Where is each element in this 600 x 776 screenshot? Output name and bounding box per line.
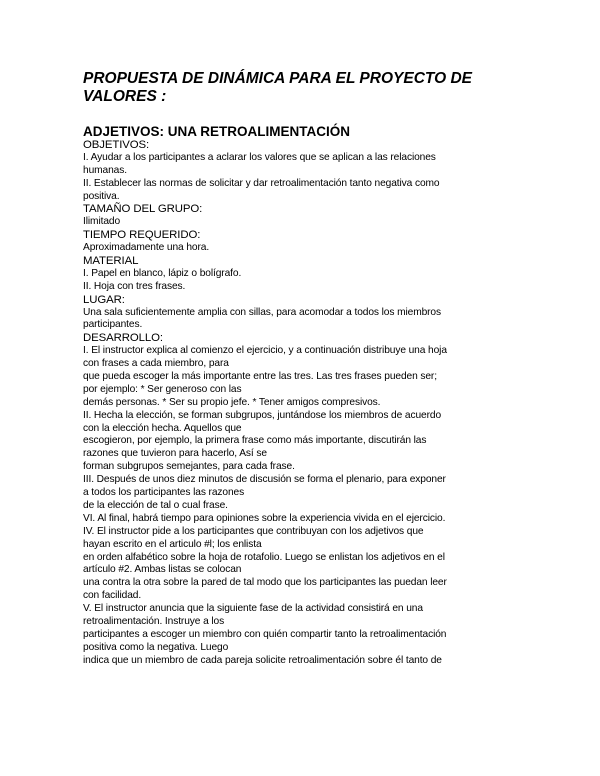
section-label: TAMAÑO DEL GRUPO: bbox=[83, 203, 203, 216]
section-label: TIEMPO REQUERIDO: bbox=[83, 229, 201, 242]
body-text-line: Aproximadamente una hora. bbox=[83, 242, 210, 254]
body-text-line: II. Hecha la elección, se forman subgrupos, juntándose los miembros de acuerdo bbox=[83, 409, 442, 421]
body-text-line: en orden alfabético sobre la hoja de rotafolio. Luego se enlistan los adjetivos en el bbox=[83, 551, 445, 563]
body-text-line: participantes. bbox=[83, 319, 143, 331]
document-body bbox=[83, 139, 523, 668]
body-text-line: demás personas. * Ser su propio jefe. * Tener amigos compresivos. bbox=[83, 396, 381, 408]
body-text-line: VI. Al final, habrá tiempo para opiniones sobre la experiencia vivida en el ejercicio. bbox=[83, 512, 446, 524]
body-text-line: IV. El instructor pide a los participantes que contribuyan con los adjetivos que bbox=[83, 525, 424, 537]
body-text-line: con la elección hecha. Aquellos que bbox=[83, 422, 242, 434]
body-text-line: una contra la otra sobre la pared de tal modo que los participantes las puedan leer bbox=[83, 577, 447, 589]
body-text-line: indica que un miembro de cada pareja solicite retroalimentación sobre él tanto de bbox=[83, 654, 442, 666]
body-text-line: retroalimentación. Instruye a los bbox=[83, 615, 225, 627]
body-text-line: con facilidad. bbox=[83, 590, 142, 602]
body-text-line: positiva como la negativa. Luego bbox=[83, 641, 229, 653]
body-text-line: que pueda escoger la más importante entre las tres. Las tres frases pueden ser; bbox=[83, 371, 437, 383]
body-text-line: escogieron, por ejemplo, la primera frase como más importante, discutirán las bbox=[83, 435, 427, 447]
body-text-line: forman subgrupos semejantes, para cada frase. bbox=[83, 461, 295, 473]
body-text-line: V. El instructor anuncia que la siguiente fase de la actividad consistirá en una bbox=[83, 603, 423, 615]
body-text-line: II. Hoja con tres frases. bbox=[83, 280, 186, 292]
body-text-line: I. El instructor explica al comienzo el ejercicio, y a continuación distribuye una hoja bbox=[83, 345, 447, 357]
body-text-line: Ilimitado bbox=[83, 216, 121, 228]
body-text-line: por ejemplo: * Ser generoso con las bbox=[83, 383, 242, 395]
body-text-line: artículo #2. Ambas listas se colocan bbox=[83, 564, 242, 576]
body-text-line: con frases a cada miembro, para bbox=[83, 358, 229, 370]
document-title-line-1: PROPUESTA DE DINÁMICA PARA EL PROYECTO DE bbox=[83, 70, 472, 87]
body-text-line: a todos los participantes las razones bbox=[83, 487, 245, 499]
body-text-line: positiva. bbox=[83, 190, 120, 202]
body-text-line: razones que tuvieron para hacerlo, Así se bbox=[83, 448, 267, 460]
body-text-line: I. Ayudar a los participantes a aclarar los valores que se aplican a las relaciones bbox=[83, 151, 436, 163]
section-label: DESARROLLO: bbox=[83, 332, 163, 345]
document-title-line-2: VALORES : bbox=[83, 88, 167, 105]
body-text-line: de la elección de tal o cual frase. bbox=[83, 499, 228, 511]
body-text-line: Una sala suficientemente amplia con sillas, para acomodar a todos los miembros bbox=[83, 306, 441, 318]
body-text-line: I. Papel en blanco, lápiz o bolígrafo. bbox=[83, 267, 242, 279]
body-text-line: participantes a escoger un miembro con quién compartir tanto la retroalimentación bbox=[83, 628, 447, 640]
body-text-line: II. Establecer las normas de solicitar y dar retroalimentación tanto negativa como bbox=[83, 177, 440, 189]
section-heading: ADJETIVOS: UNA RETROALIMENTACIÓN bbox=[83, 124, 351, 139]
section-label: MATERIAL bbox=[83, 255, 139, 268]
body-text-line: humanas. bbox=[83, 164, 127, 176]
section-label: LUGAR: bbox=[83, 293, 125, 306]
body-text-line: III. Después de unos diez minutos de discusión se forma el plenario, para exponer bbox=[83, 474, 446, 486]
document-title bbox=[83, 70, 523, 106]
body-text-line: hayan escrito en el articulo #l; los enlista bbox=[83, 538, 262, 550]
section-label: OBJETIVOS: bbox=[83, 139, 150, 151]
